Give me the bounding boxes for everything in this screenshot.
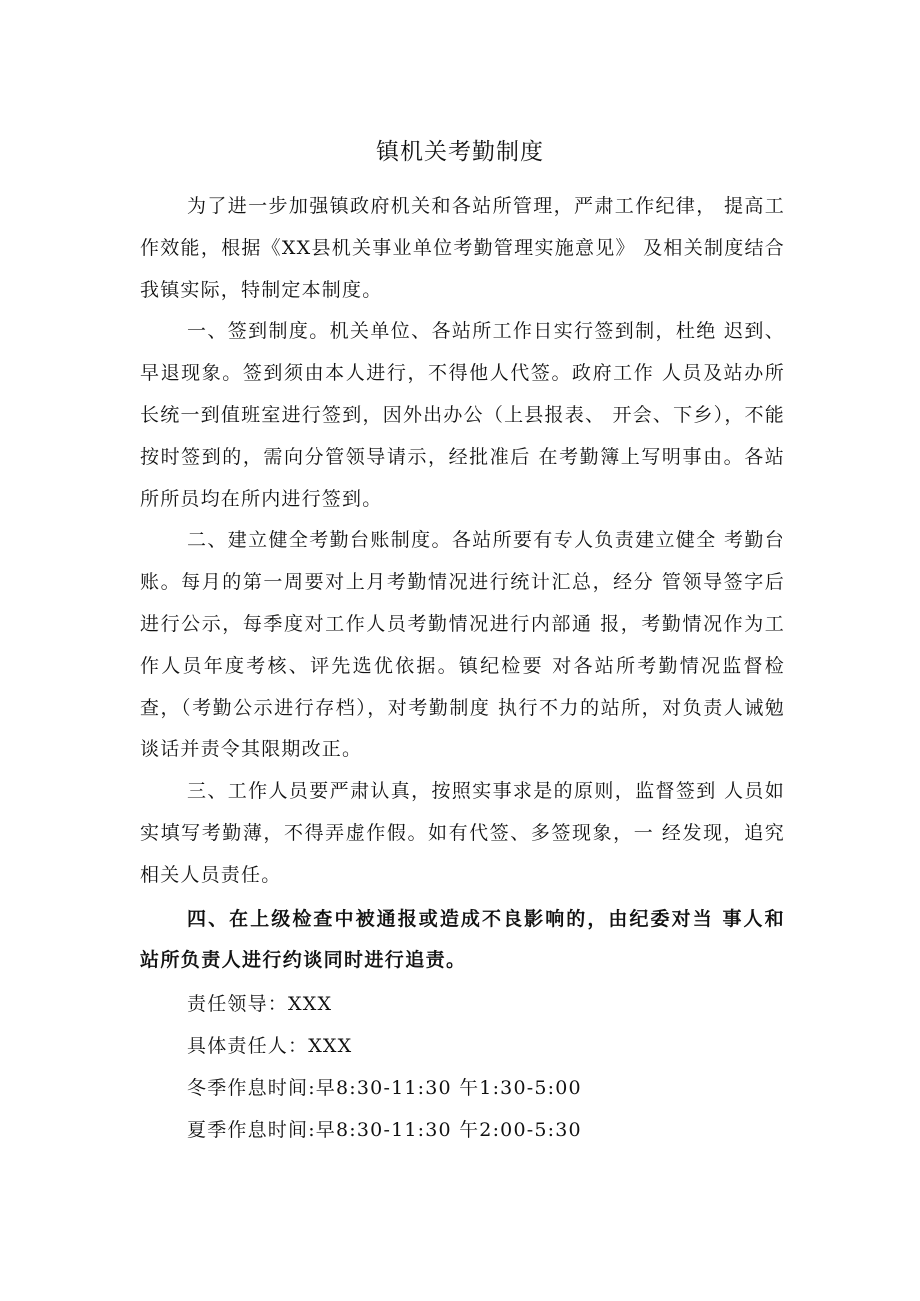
responsible-person: 具体责任人：XXX: [187, 1034, 353, 1057]
winter-schedule: 冬季作息时间:早8:30-11:30 午1:30-5:00: [187, 1076, 582, 1099]
section-3-conduct: 三、工作人员要严肃认真，按照实事求是的原则，监督签到 人员如实填写考勤薄，不得弄虚作假。如有代签、多签现象，一 经发现，追究相关人员责任。: [140, 780, 785, 886]
summer-schedule: 夏季作息时间:早8:30-11:30 午2:00-5:30: [187, 1118, 582, 1141]
intro-paragraph: 为了进一步加强镇政府机关和各站所管理，严肃工作纪律， 提高工作效能，根据《XX县机关事业单位考勤管理实施意见》 及相关制度结合我镇实际，特制定本制度。: [140, 195, 785, 301]
responsible-leader: 责任领导：XXX: [187, 993, 333, 1016]
document-body: [140, 186, 785, 1151]
section-4-accountability: 四、在上级检查中被通报或造成不良影响的，由纪委对当 事人和站所负责人进行约谈同时进行追责。: [140, 907, 785, 972]
section-2-attendance-ledger: 二、建立健全考勤台账制度。各站所要有专人负责建立健全 考勤台账。每月的第一周要对上月考勤情况进行统计汇总，经分 管领导签字后进行公示，每季度对工作人员考勤情况进行内部通 报，考勤情况作为工作人员年度考核、评先选优依据。镇纪检要 对各站所考勤情况监督检查，（考勤公示进行存档），对考勤制度 执行不力的站所，对负责人诫勉谈话并责令其限期改正。: [140, 529, 785, 761]
section-1-sign-in: 一、签到制度。机关单位、各站所工作日实行签到制，杜绝 迟到、早退现象。签到须由本人进行，不得他人代签。政府工作 人员及站办所长统一到值班室进行签到，因外出办公（上县报表、 开会、下乡），不能按时签到的，需向分管领导请示，经批准后 在考勤簿上写明事由。各站所所员均在所内进行签到。: [140, 320, 785, 510]
document-title: 镇机关考勤制度: [376, 139, 544, 165]
